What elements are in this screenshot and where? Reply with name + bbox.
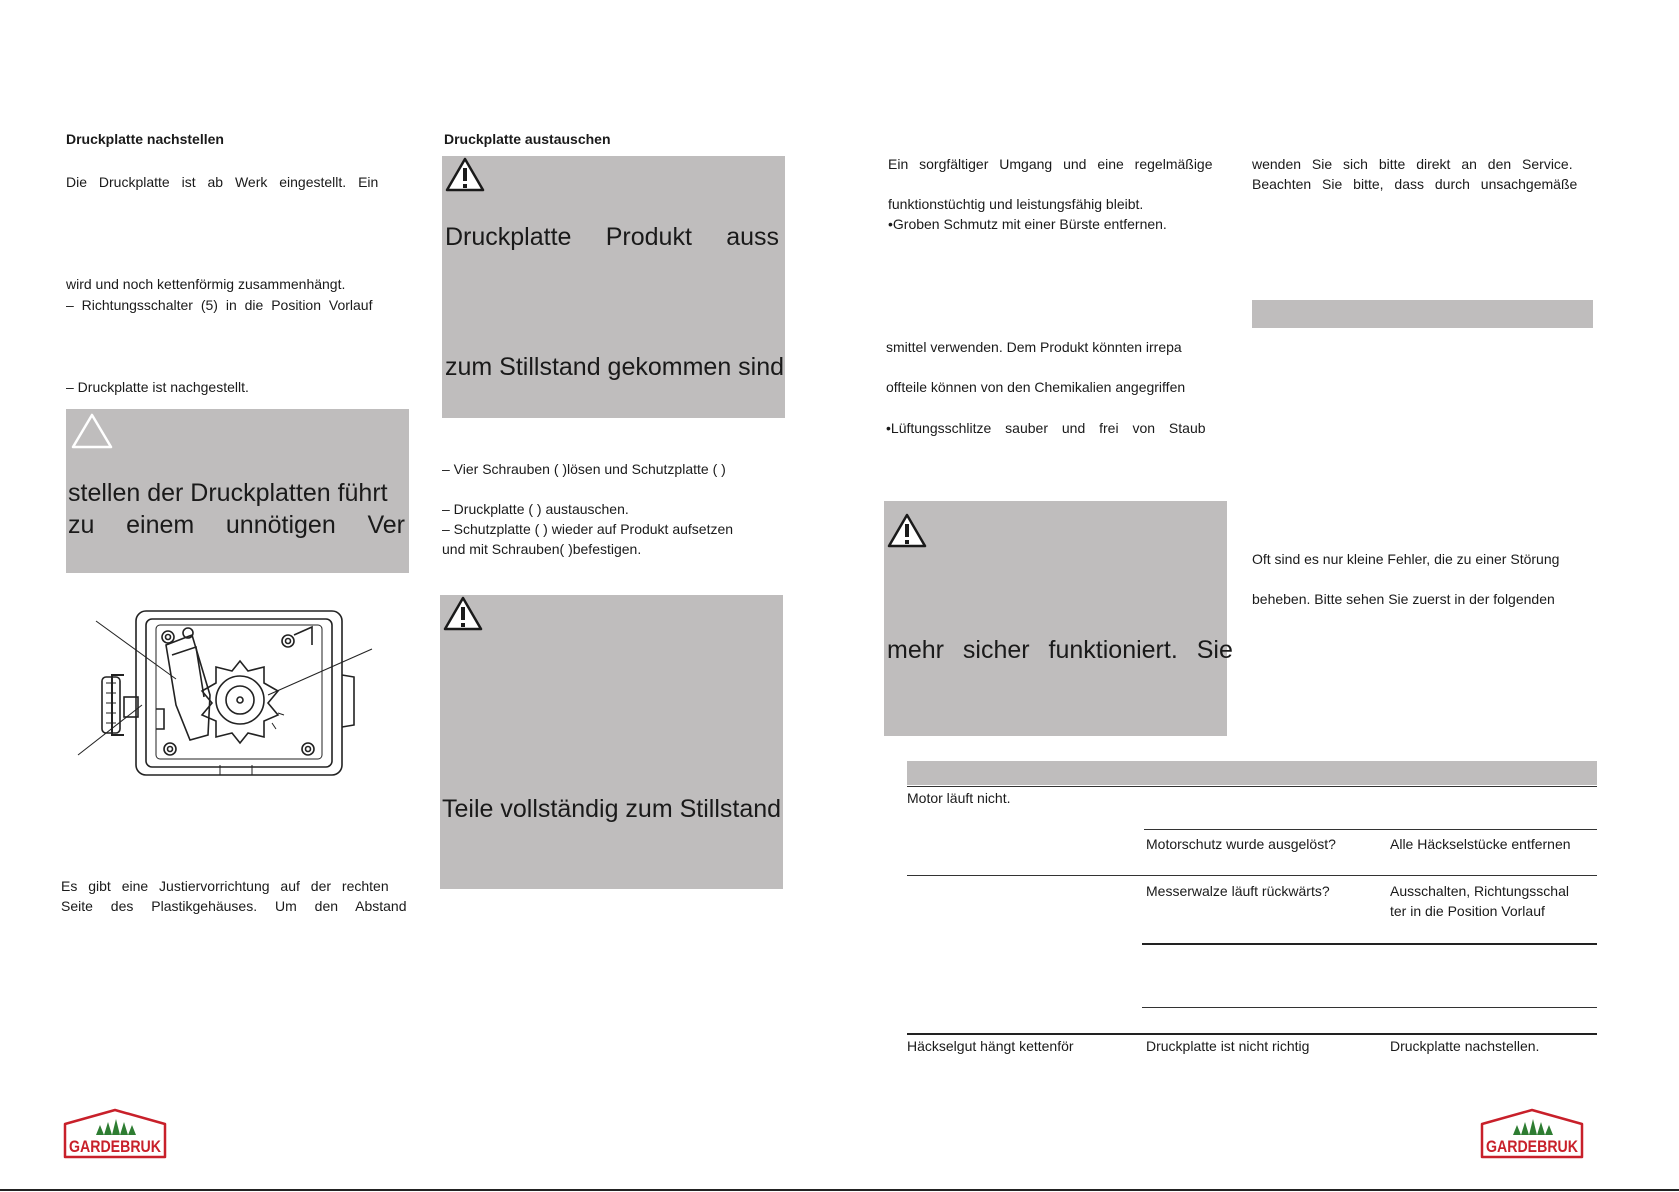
paragraph-line: •Lüftungsschlitze sauber und frei von Staub: [886, 420, 1206, 436]
table-cell-remedy: Druckplatte nachstellen.: [1390, 1038, 1540, 1054]
section-heading-druckplatte-nachstellen: Druckplatte nachstellen: [66, 131, 224, 147]
warning-icon: [445, 157, 485, 193]
table-cell-remedy: Ausschalten, Richtungsschal: [1390, 883, 1569, 899]
warning-text: Teile vollständig zum Stillstand: [442, 795, 782, 823]
paragraph-line: wenden Sie sich bitte direkt an den Service.: [1252, 156, 1573, 172]
warning-text: zu einem unnötigen Ver: [68, 511, 405, 539]
paragraph-line: Beachten Sie bitte, dass durch unsachgemäße: [1252, 176, 1578, 192]
instruction-step: – Druckplatte ( ) austauschen.: [442, 501, 629, 517]
paragraph-line: wird und noch kettenförmig zusammenhängt.: [66, 276, 346, 292]
gardebruk-logo: [1479, 1108, 1585, 1160]
paragraph-line: – Druckplatte ist nachgestellt.: [66, 379, 249, 395]
svg-text:GARDEBRUK: GARDEBRUK: [69, 1137, 162, 1156]
paragraph-line: offteile können von den Chemikalien angegriffen: [886, 379, 1186, 395]
svg-text:GARDEBRUK: GARDEBRUK: [1486, 1137, 1579, 1156]
paragraph-line: Es gibt eine Justiervorrichtung auf der rechten: [61, 878, 389, 894]
table-cell-remedy: ter in die Position Vorlauf: [1390, 903, 1545, 919]
warning-box: [884, 501, 1233, 736]
table-rule: [1142, 943, 1597, 945]
table-rule: [1142, 1007, 1597, 1008]
instruction-step: – Schutzplatte ( ) wieder auf Produkt aufsetzen: [442, 521, 734, 537]
paragraph-line: Die Druckplatte ist ab Werk eingestellt. Ein: [66, 174, 379, 190]
warning-icon: [443, 596, 483, 632]
warning-box: [66, 409, 409, 573]
table-header-bar: [907, 761, 1597, 785]
table-cell-cause: Druckplatte ist nicht richtig: [1146, 1038, 1310, 1054]
table-cell-cause: Messerwalze läuft rückwärts?: [1146, 883, 1330, 899]
table-cell-problem: Motor läuft nicht.: [907, 790, 1011, 806]
paragraph-line: Oft sind es nur kleine Fehler, die zu einer Störung: [1252, 551, 1560, 567]
warning-text: Druckplatte Produkt auss: [445, 223, 779, 251]
paragraph-line: funktionstüchtig und leistungsfähig bleibt.: [888, 196, 1144, 212]
paragraph-line: – Richtungsschalter (5) in die Position Vorlauf: [66, 297, 373, 313]
table-rule: [1144, 829, 1597, 830]
table-cell-cause: Motorschutz wurde ausgelöst?: [1146, 836, 1336, 852]
warning-box: [440, 595, 783, 889]
instruction-step: und mit Schrauben( )befestigen.: [442, 541, 642, 557]
warning-text: zum Stillstand gekommen sind: [445, 353, 785, 381]
pressure-plate-illustration: [72, 605, 392, 785]
page-bottom-rule: [0, 1189, 1679, 1191]
section-bar: [1252, 300, 1593, 328]
paragraph-line: •Groben Schmutz mit einer Bürste entfernen.: [888, 216, 1167, 232]
paragraph-line: beheben. Bitte sehen Sie zuerst in der folgenden: [1252, 591, 1555, 607]
table-cell-problem: Häckselgut hängt kettenför: [907, 1038, 1074, 1054]
warning-box: [442, 156, 785, 418]
section-heading-druckplatte-austauschen: Druckplatte austauschen: [444, 131, 611, 147]
paragraph-line: smittel verwenden. Dem Produkt könnten irrepa: [886, 339, 1182, 355]
table-cell-remedy: Alle Häckselstücke entfernen: [1390, 836, 1571, 852]
paragraph-line: Ein sorgfältiger Umgang und eine regelmäßige: [888, 156, 1213, 172]
instruction-step: – Vier Schrauben ( )lösen und Schutzplatte ( ): [442, 461, 726, 477]
warning-text: stellen der Druckplatten führt: [68, 479, 388, 507]
paragraph-line: Seite des Plastikgehäuses. Um den Abstand: [61, 898, 407, 914]
warning-triangle-outline-icon: [70, 412, 114, 450]
table-rule: [907, 786, 1597, 787]
table-rule: [907, 1033, 1597, 1035]
warning-icon: [887, 513, 927, 549]
gardebruk-logo: [62, 1108, 168, 1160]
table-rule: [907, 875, 1597, 876]
warning-text: mehr sicher funktioniert. Sie: [887, 636, 1233, 664]
